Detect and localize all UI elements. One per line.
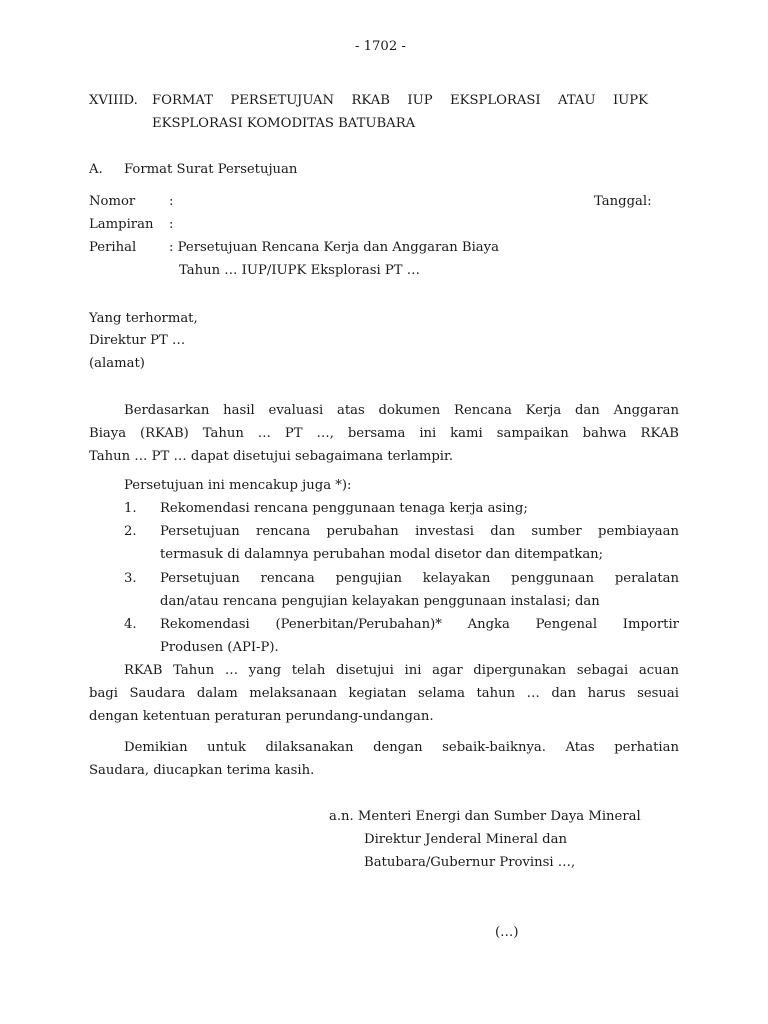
list-item-number: 1. <box>124 501 137 516</box>
nomor-colon: : <box>169 194 174 209</box>
paragraph-3-line1: Demikian untuk dilaksanakan dengan sebaik-baiknya. Atas perhatian <box>124 740 679 755</box>
page-number: - 1702 - <box>355 39 406 54</box>
lampiran-label: Lampiran <box>89 217 154 232</box>
list-item-text-cont: Produsen (API-P). <box>160 640 279 655</box>
perihal-line2: Tahun … IUP/IUPK Eksplorasi PT … <box>179 263 420 278</box>
recipient-salutation: Yang terhormat, <box>89 311 198 326</box>
signature-line3: Batubara/Gubernur Provinsi …, <box>364 855 576 870</box>
list-item-text: Rekomendasi rencana penggunaan tenaga kerja asing; <box>160 501 528 516</box>
signature-line1: a.n. Menteri Energi dan Sumber Daya Mineral <box>329 809 641 824</box>
paragraph-2-line3: dengan ketentuan peraturan perundang-undangan. <box>89 709 434 724</box>
list-item-text: Rekomendasi (Penerbitan/Perubahan)* Angka Pengenal Importir <box>160 617 679 632</box>
heading-title-line2: EKSPLORASI KOMODITAS BATUBARA <box>152 116 416 131</box>
list-item-number: 2. <box>124 524 137 539</box>
list-item-number: 3. <box>124 571 137 586</box>
section-title: Format Surat Persetujuan <box>124 162 298 177</box>
recipient-name: Direktur PT … <box>89 333 186 348</box>
perihal-line1: : Persetujuan Rencana Kerja dan Anggaran Biaya <box>169 240 499 255</box>
perihal-label: Perihal <box>89 240 137 255</box>
heading-number: XVIIID. <box>89 93 138 108</box>
paragraph-3-line2: Saudara, diucapkan terima kasih. <box>89 763 315 778</box>
paragraph-1-line3: Tahun … PT … dapat disetujui sebagaimana terlampir. <box>89 449 454 464</box>
scope-intro: Persetujuan ini mencakup juga *): <box>124 478 352 493</box>
tanggal-label: Tanggal: <box>594 194 652 209</box>
list-item-number: 4. <box>124 617 137 632</box>
section-letter: A. <box>89 162 103 177</box>
recipient-address: (alamat) <box>89 356 145 371</box>
paragraph-2-line1: RKAB Tahun … yang telah disetujui ini agar dipergunakan sebagai acuan <box>124 663 679 678</box>
paragraph-1-line1: Berdasarkan hasil evaluasi atas dokumen Rencana Kerja dan Anggaran <box>124 403 679 418</box>
list-item-text-cont: dan/atau rencana pengujian kelayakan penggunaan instalasi; dan <box>160 594 600 609</box>
signatory-name: (…) <box>495 925 519 940</box>
paragraph-2-line2: bagi Saudara dalam melaksanaan kegiatan selama tahun … dan harus sesuai <box>89 686 679 701</box>
signature-line2: Direktur Jenderal Mineral dan <box>364 832 567 847</box>
list-item-text: Persetujuan rencana perubahan investasi dan sumber pembiayaan <box>160 524 679 539</box>
list-item-text-cont: termasuk di dalamnya perubahan modal disetor dan ditempatkan; <box>160 547 604 562</box>
nomor-label: Nomor <box>89 194 136 209</box>
list-item-text: Persetujuan rencana pengujian kelayakan penggunaan peralatan <box>160 571 679 586</box>
paragraph-1-line2: Biaya (RKAB) Tahun … PT …, bersama ini kami sampaikan bahwa RKAB <box>89 426 679 441</box>
heading-title-line1: FORMAT PERSETUJUAN RKAB IUP EKSPLORASI ATAU IUPK <box>152 93 648 108</box>
lampiran-colon: : <box>169 217 174 232</box>
